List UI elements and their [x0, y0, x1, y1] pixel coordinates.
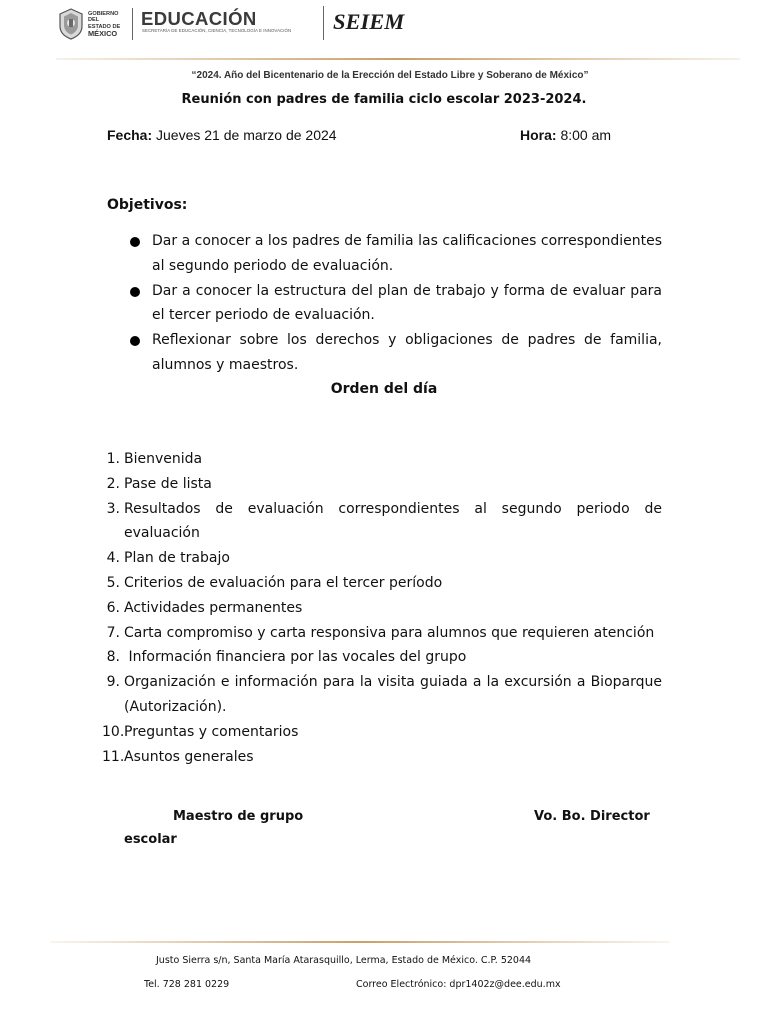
agenda-item-text: Criterios de evaluación para el tercer período — [124, 574, 443, 591]
date-line — [107, 127, 337, 143]
agenda-item — [100, 670, 662, 720]
footer-phone: Tel. 728 281 0229 — [144, 979, 230, 990]
time-value: 8:00 am — [560, 127, 612, 143]
date-value: Jueves 21 de marzo de 2024 — [156, 127, 337, 143]
objectives-heading: Objetivos: — [107, 197, 188, 213]
agenda-item-text: Carta compromiso y carta responsiva para alumnos que requieren atención — [124, 624, 655, 641]
agenda-item-text: Pase de lista — [124, 475, 212, 492]
agenda-item-text: Actividades permanentes — [124, 599, 303, 616]
state-seal-icon — [58, 8, 84, 40]
teacher-signature-label: Maestro de grupo — [173, 809, 304, 824]
agenda-item-number: 7. — [106, 624, 120, 641]
director-signature-label-cont: escolar — [124, 832, 177, 847]
agenda-heading: Orden del día — [330, 381, 438, 397]
time-label: Hora: — [520, 127, 557, 143]
director-signature-label: Vo. Bo. Director — [534, 809, 650, 824]
government-label — [88, 11, 128, 39]
objective-item: Reflexionar sobre los derechos y obligaciones de padres de familia, alumnos y maestros. — [127, 328, 662, 378]
agenda-item — [100, 745, 662, 770]
agenda-item-text: Resultados de evaluación correspondientes al segundo periodo de evaluación — [124, 500, 662, 542]
gov-line-1: GOBIERNO DEL — [88, 11, 119, 24]
agenda-item-number: 4. — [106, 550, 120, 567]
agenda-item-text: Información financiera por las vocales del grupo — [124, 649, 467, 666]
gov-line-3: MÉXICO — [88, 29, 118, 39]
footer-email: Correo Electrónico: dpr1402z@dee.edu.mx — [356, 979, 561, 990]
header-divider — [323, 6, 324, 40]
agenda-item-number: 8. — [106, 649, 120, 666]
education-logo-title: EDUCACIÓN — [141, 8, 257, 29]
agenda-item-number: 10. — [102, 723, 125, 740]
agenda-item-number: 5. — [106, 574, 120, 591]
time-line — [520, 127, 611, 143]
agenda-item — [100, 571, 662, 596]
agenda-item-text: Asuntos generales — [124, 748, 254, 765]
agenda-item — [100, 720, 662, 745]
footer-address: Justo Sierra s/n, Santa María Atarasquillo, Lerma, Estado de México. C.P. 52044 — [156, 955, 532, 966]
agenda-list — [100, 447, 662, 769]
agenda-item-number: 11. — [102, 748, 125, 765]
education-logo-subtitle: SECRETARÍA DE EDUCACIÓN, CIENCIA, TECNOLOGÍA E INNOVACIÓN — [142, 28, 292, 33]
date-label: Fecha: — [107, 127, 153, 143]
document-title: Reunión con padres de familia ciclo escolar 2023-2024. — [181, 92, 587, 107]
seiem-logo: SEIEM — [333, 9, 405, 34]
agenda-item — [100, 472, 662, 497]
footer-rule — [50, 941, 670, 943]
header-rule — [56, 58, 740, 60]
agenda-item — [100, 546, 662, 571]
agenda-item-number: 6. — [106, 599, 120, 616]
motto: “2024. Año del Bicentenario de la Erección del Estado Libre y Soberano de México” — [191, 70, 589, 81]
agenda-item — [100, 645, 662, 670]
agenda-item — [100, 497, 662, 547]
header-divider — [132, 8, 133, 40]
agenda-item-text: Bienvenida — [124, 451, 203, 467]
agenda-item-text: Plan de trabajo — [124, 550, 230, 567]
gov-line-2: ESTADO DE — [88, 23, 121, 30]
agenda-item — [100, 447, 662, 472]
objectives-list — [127, 229, 662, 378]
agenda-item — [100, 596, 662, 621]
objective-item: Dar a conocer a los padres de familia las calificaciones correspondientes al segundo periodo de evaluación. — [127, 229, 662, 279]
agenda-item-number: 1. — [106, 451, 120, 467]
agenda-item-number: 9. — [106, 674, 120, 691]
objective-item: Dar a conocer la estructura del plan de trabajo y forma de evaluar para el tercer periodo de evaluación. — [127, 279, 662, 329]
agenda-item-text: Organización e información para la visita guiada a la excursión a Bioparque (Autorización). — [124, 674, 662, 715]
agenda-item-text: Preguntas y comentarios — [124, 723, 299, 740]
agenda-item — [100, 621, 662, 646]
agenda-item-number: 3. — [106, 500, 120, 517]
agenda-item-number: 2. — [106, 475, 120, 492]
